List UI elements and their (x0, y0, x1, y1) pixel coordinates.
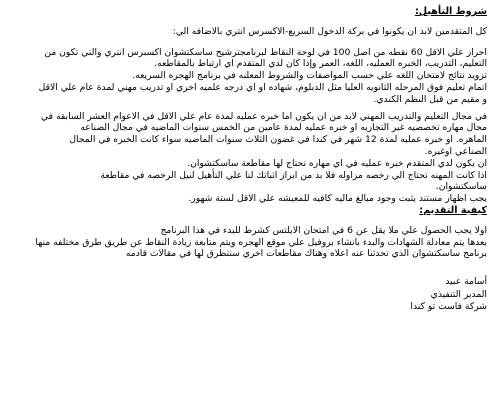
condition-line: الماهره. او خبره عمليه لمدة 12 شهر في كندا في غضون الثلاث سنوات الماضيه سواء كانت الخبره في المجال (69, 134, 487, 146)
condition-line: اذا كانت المهنه تحتاج الي رخصه مزاوله فلا بد من ابراز اثباتك لنا علي التأهيل لنيل الرخصه في مقاطعة (100, 169, 487, 181)
spacer (7, 38, 487, 47)
apply-line: بعدها يتم معادلة الشهادات والبدء بانشاء بروفيل علي موقع الهجره ويتم متابعة زيادة النقاط عن طريق طرق مختلفه منها (35, 236, 487, 248)
condition-line: الصناعي اوغيره. (424, 145, 487, 157)
condition-line: في مجال التعليم والتدريب المهني لابد من ان يكون اما خبره عمليه لمدة عام علي الاقل في الاعوام العشر السابقه في (40, 110, 487, 122)
signer-name: أسامة عبيد (445, 276, 487, 288)
company-name: شركة فاست تو كندا (410, 301, 487, 313)
condition-line: يجب اظهار مستند يثبت وجود مبالغ ماليه كافيه للمعيشه علي الاقل لستة شهور. (188, 193, 487, 205)
condition-line: التعليم، التدريب، الخبره العمليه، اللغه، العمر وإذا كان لدي المتقدم اي ارتباط بالمقاطعه. (154, 58, 487, 70)
apply-line: برنامج ساسكتشوان الذي تحدثنا عنه اعلاه وهناك مقاطعات اخري سنتطرق لها في مقالات قادمه (125, 248, 487, 260)
condition-line: تزويد نتائج لامتحان اللغه علي حسب المواصفات والشروط المعلنه في برنامج الهجره السريعه. (132, 70, 487, 82)
signature-block (7, 276, 487, 314)
condition-line: احراز علي الاقل 60 نقطه من اصل 100 في لوحة النقاط لبرنامجترشيح ساسكتشوان اكسبرس انتري والتي تكون من (44, 46, 487, 58)
condition-line: اتمام تعليم فوق المرحله الثانويه العليا مثل الدبلوم، شهاده او اي درجه علميه اخري او تدريب مهني لمدة عام علي الاقل (38, 81, 487, 93)
condition-line: مجال مهاره تخصصيه غير التجاريه او خبره عمليه لمدة عامين من الخمس سنوات الماضيه في مجال الصناعه (80, 122, 487, 134)
how-to-apply-title: كيفية التقديم: (419, 204, 487, 216)
condition-line: و مقيم من قبل النظم الكندي. (373, 93, 487, 105)
condition-line: ساسكتشوان. (435, 181, 487, 193)
apply-line: اولا يجب الحصول علي ملا يقل عن 6 في امتحان الايلتس كشرط للبدء في هذا البرنامج (160, 224, 487, 236)
intro-line: كل المتقدمين لابد ان يكونوا في بركة الدخول السريع-الاكسرس انتري بالاضافه الي: (172, 25, 487, 37)
eligibility-title: شروط التأهيل: (414, 6, 487, 17)
condition-line: ان يكون لدي المتقدم خبره عمليه في اي مهاره تحتاج لها مقاطعة ساسكتشوان. (187, 157, 487, 169)
signer-title: المدير التنفيذي (430, 288, 487, 300)
